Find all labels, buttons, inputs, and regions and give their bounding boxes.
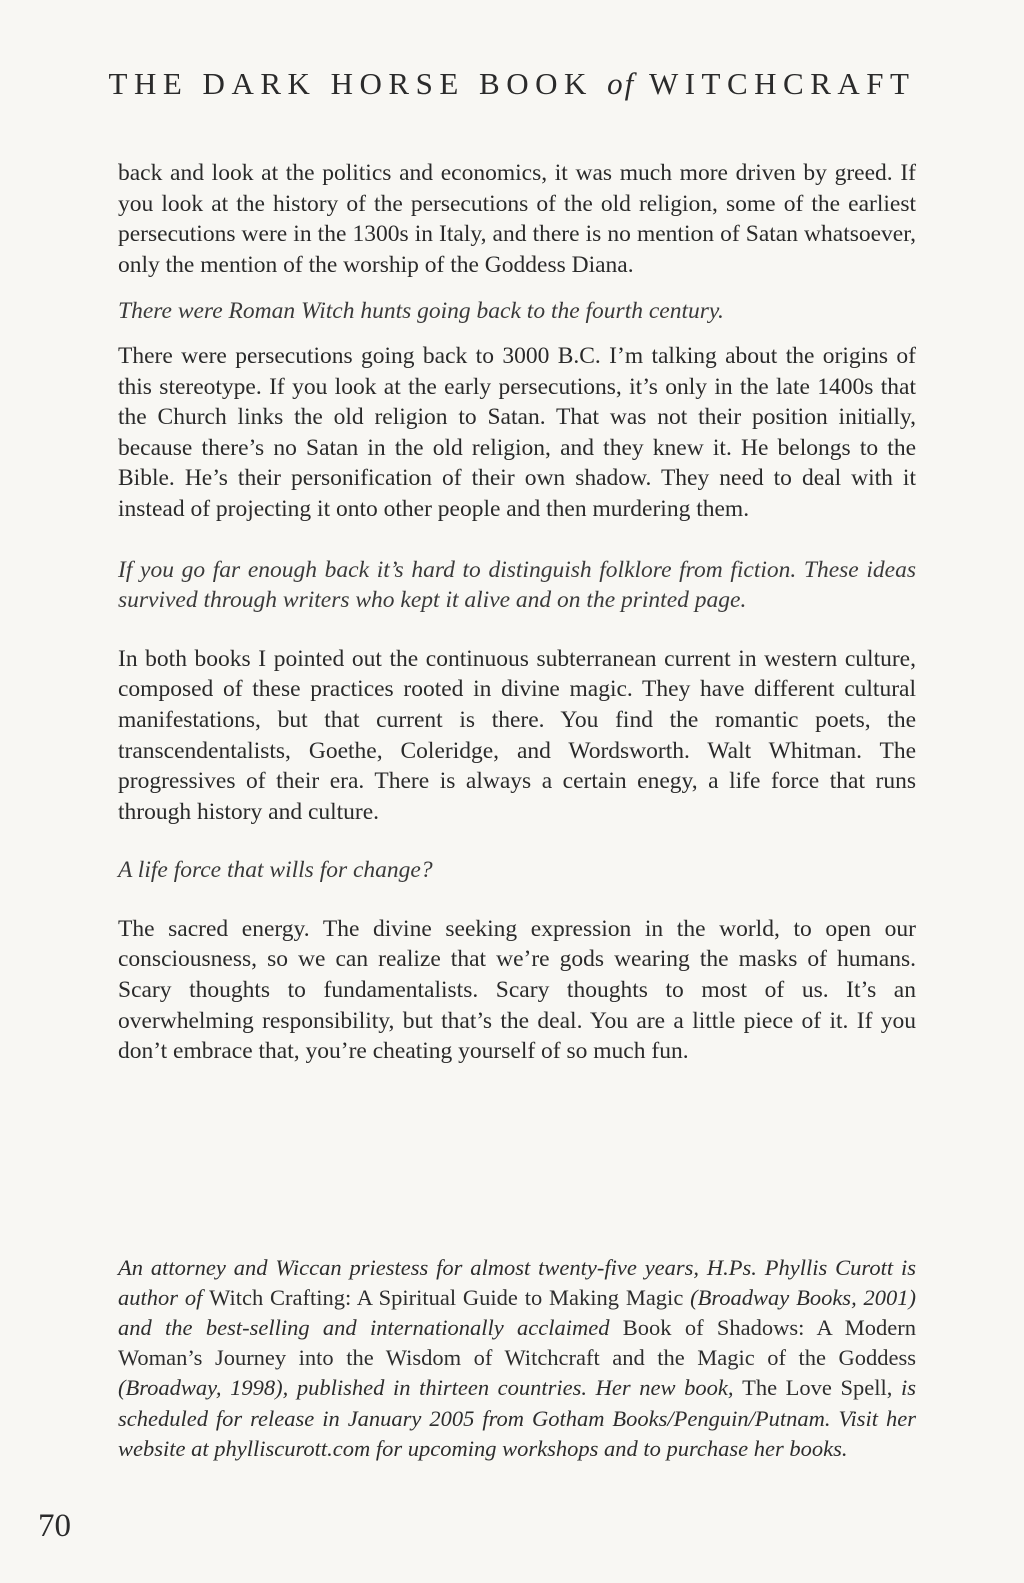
bio-text-3: (Broadway, 1998), published in thirteen countries. Her new book, xyxy=(118,1375,743,1401)
question-paragraph-3: A life force that wills for change? xyxy=(118,857,433,884)
question-paragraph-1: There were Roman Witch hunts going back to the fourth century. xyxy=(118,298,724,325)
answer-paragraph-4: The sacred energy. The divine seeking expression in the world, to open our consciousness, so we can realize that we’re gods wearing the masks of humans. Scary thoughts to fundamentalists. Scary thoughts to most of us. It’s an overwhelming responsibility, but that’s the deal. You are a little piece of it. If you don’t embrace that, you’re cheating yourself of so much fun. xyxy=(118,915,916,1065)
question-paragraph-2: If you go far enough back it’s hard to distinguish folklore from fiction. These ideas survived through writers who kept it alive and on the printed page. xyxy=(118,556,916,614)
bio-title-2: Book of Shadows: A Modern Woman’s Journey into the Wisdom of Witchcraft and the Magic of the Goddess xyxy=(118,1314,916,1371)
bio-text-2: (Broadway Books, 2001) and the best-selling and internationally acclaimed xyxy=(118,1284,916,1340)
body-text xyxy=(118,158,916,1067)
running-head xyxy=(0,66,1024,102)
bio-title-1: Witch Crafting: A Spiritual Guide to Making Magic xyxy=(209,1284,684,1310)
running-head-title-part2: WITCHCRAFT xyxy=(648,66,916,101)
author-bio xyxy=(118,1253,916,1464)
running-head-title-part1: THE DARK HORSE BOOK xyxy=(108,66,593,101)
answer-paragraph-2: There were persecutions going back to 3000 B.C. I’m talking about the origins of this stereotype. If you look at the early persecutions, it’s only in the late 1400s that the Church links the old religion to Satan. That was not their position initially, because there’s no Satan in the old religion, and they knew it. He belongs to the Bible. He’s their personification of their own shadow. They need to deal with it instead of projecting it onto other people and then murdering them. xyxy=(118,342,916,522)
answer-paragraph-3: In both books I pointed out the continuous subterranean current in western culture, composed of these practices rooted in divine magic. They have different cultural manifestations, but that current is there. You find the romantic poets, the transcendentalists, Goethe, Coleridge, and Wordsworth. Walt Whitman. The progressives of their era. There is always a certain enegy, a life force that runs through history and culture. xyxy=(118,645,916,825)
bio-text-4: is scheduled for release in January 2005 from Gotham Books/Penguin/Putnam. Visit her website at phylliscurott.com for upcoming workshops and to purchase her books. xyxy=(118,1375,917,1461)
bio-title-3: The Love Spell, xyxy=(742,1375,893,1401)
bio-text-1: An attorney and Wiccan priestess for almost twenty-five years, H.Ps. Phyllis Curott is author of xyxy=(118,1254,916,1310)
running-head-of: of xyxy=(607,66,636,101)
answer-paragraph-1: back and look at the politics and economics, it was much more driven by greed. If you look at the history of the persecutions of the old religion, some of the earliest persecutions were in the 1300s in Italy, and there is no mention of Satan whatsoever, only the mention of the worship of the Goddess Diana. xyxy=(118,160,916,278)
page-number: 70 xyxy=(38,1508,71,1544)
